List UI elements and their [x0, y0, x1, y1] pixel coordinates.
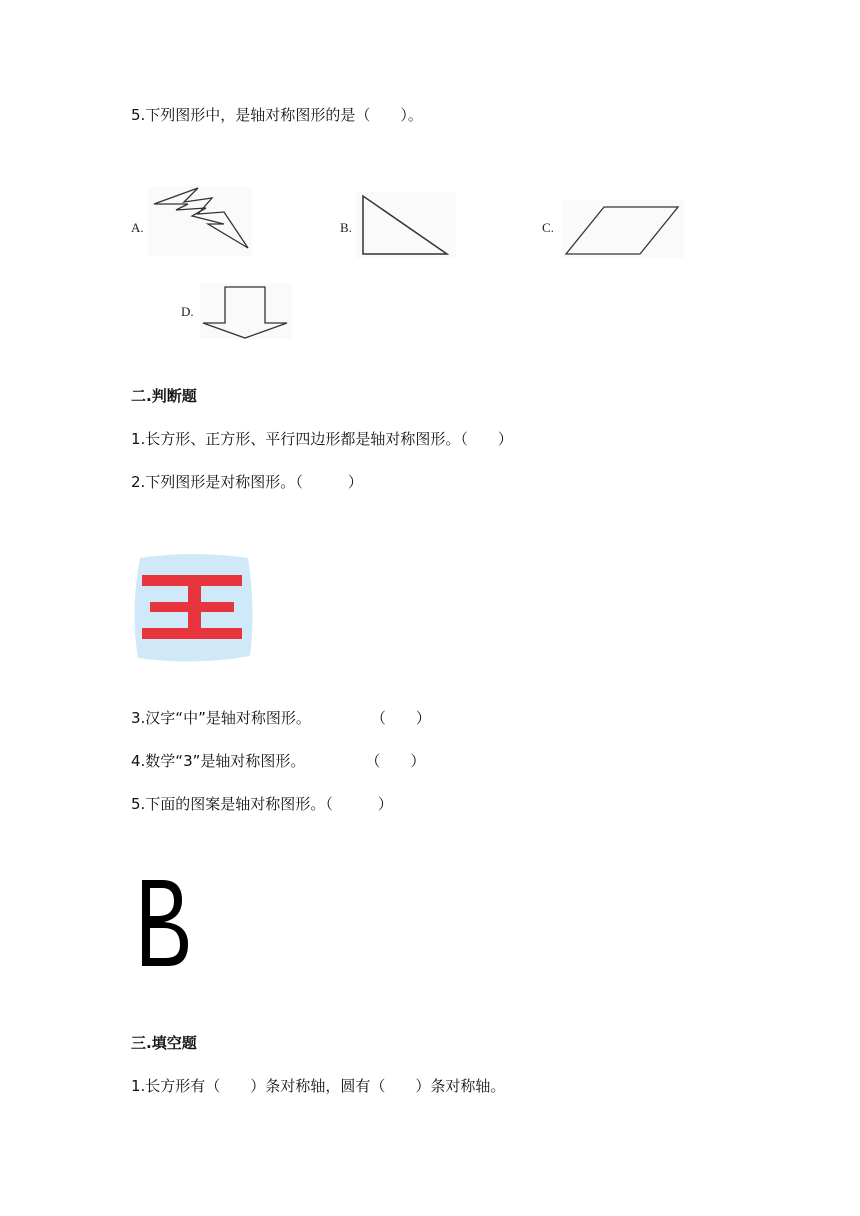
right-triangle-figure	[356, 192, 456, 258]
down-arrow-figure	[200, 283, 292, 339]
question-5-stem: 5.下列图形中，是轴对称图形的是（ ）。	[131, 106, 423, 124]
section-fill-title: 三.填空题	[131, 1034, 197, 1052]
fill-item-1: 1.长方形有（ ）条对称轴，圆有（ ）条对称轴。	[131, 1077, 506, 1095]
option-d-label: D.	[181, 304, 194, 319]
judge-item-5: 5.下面的图案是轴对称图形。（ ）	[131, 795, 393, 813]
parallelogram-figure	[562, 200, 684, 258]
lightning-bolt-figure	[148, 186, 252, 256]
option-b-label: B.	[340, 220, 352, 235]
option-a-label: A.	[131, 220, 144, 235]
section-judge-title: 二.判断题	[131, 387, 197, 405]
option-c-label: C.	[542, 220, 554, 235]
judge-item-4: 4.数学“3”是轴对称图形。 （ ）	[131, 752, 426, 770]
judge-item-1: 1.长方形、正方形、平行四边形都是轴对称图形。（ ）	[131, 430, 513, 448]
red-symbol-image	[132, 552, 254, 664]
judge-item-2: 2.下列图形是对称图形。（ ）	[131, 473, 363, 491]
letter-b-image	[132, 874, 202, 974]
judge-item-3: 3.汉字“中”是轴对称图形。 （ ）	[131, 709, 431, 727]
